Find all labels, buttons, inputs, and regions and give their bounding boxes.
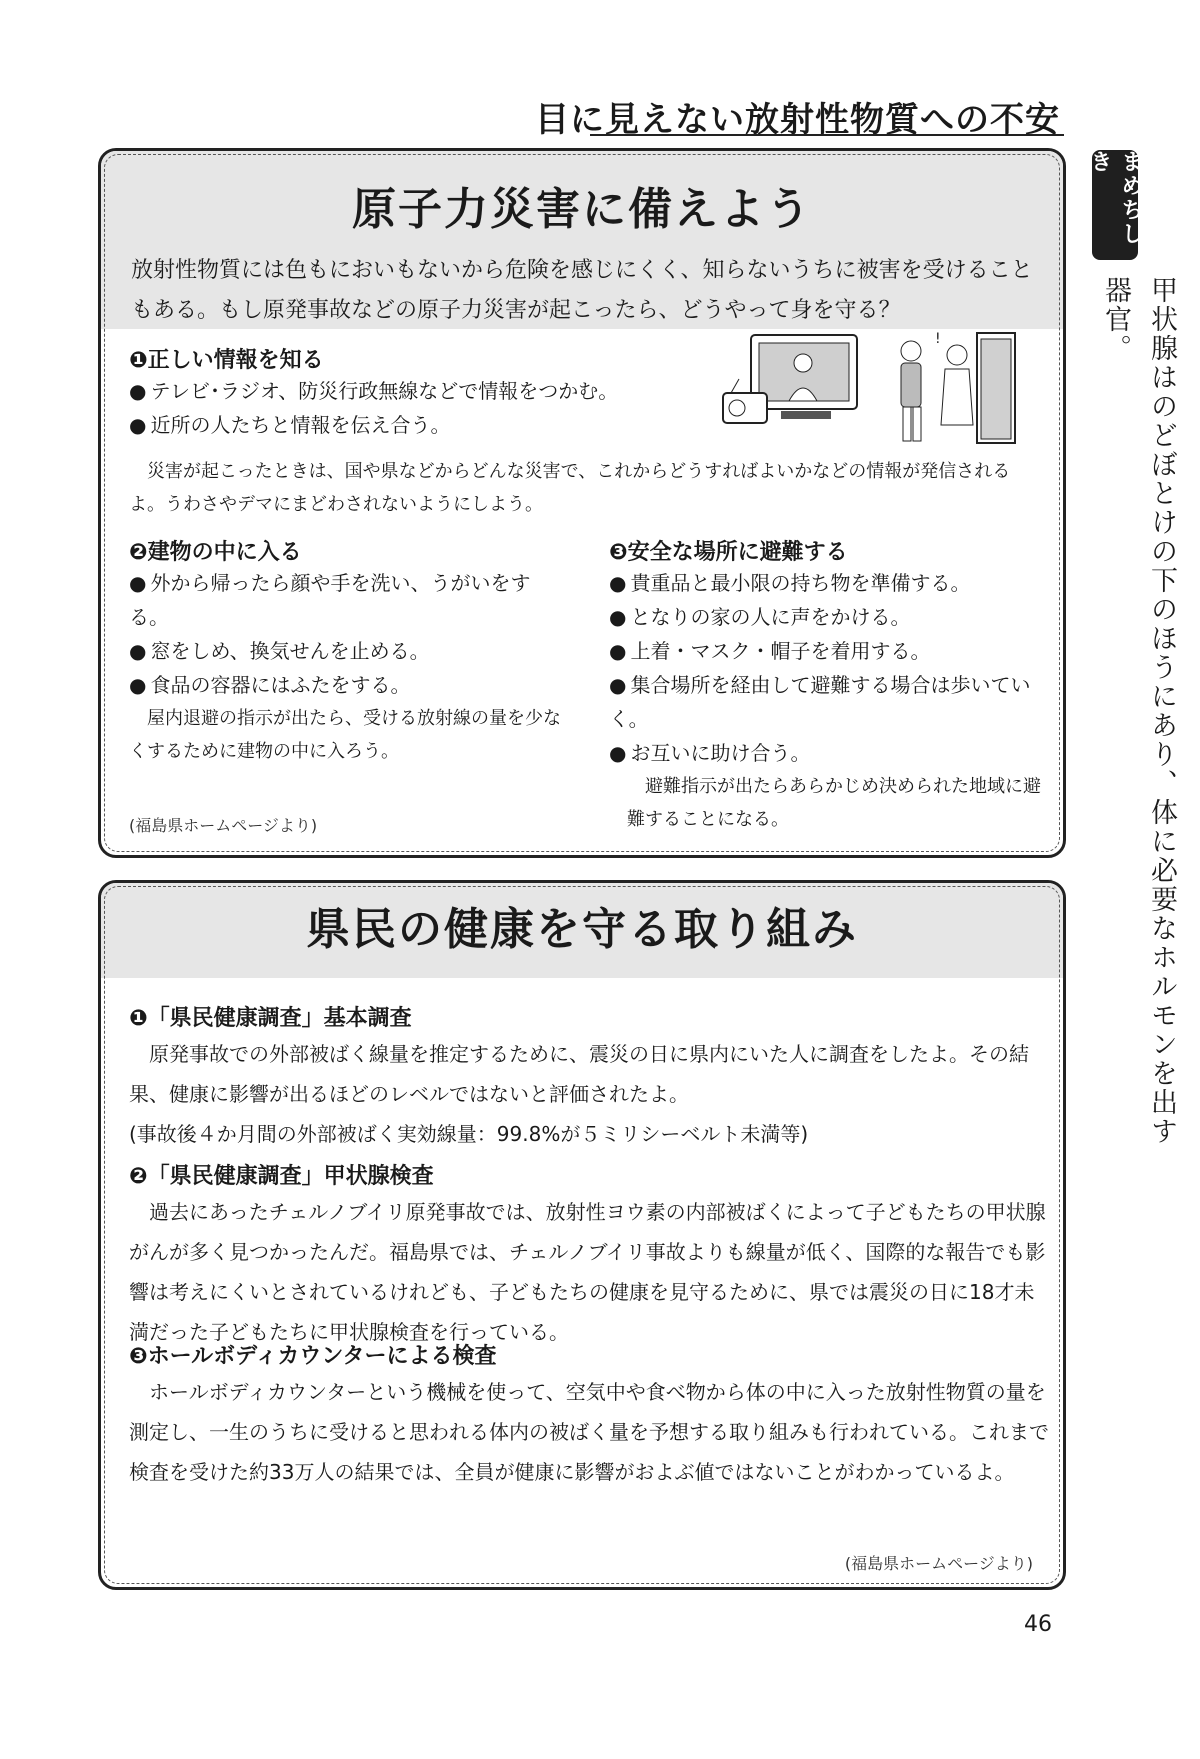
disaster-prep-box bbox=[98, 148, 1066, 858]
section-heading: ❸安全な場所に避難する bbox=[609, 540, 848, 565]
health-protection-box bbox=[98, 880, 1066, 1590]
box-intro: 放射性物質には色もにおいもないから危険を感じにくく、知らないうちに被害を受けることもある。もし原発事故などの原子力災害が起こったら、どうやって身を守る？ bbox=[131, 258, 1033, 323]
section-text: ホールボディカウンターという機械を使って、空気中や食べ物から体の中に入った放射性物質の量を測定し、一生のうちに受けると思われる体内の被ばく量を予想する取り組みも行われている。これまで検査を受けた約33万人の結果では、全員が健康に影響がおよぶ値ではないことがわかっているよ。 bbox=[129, 1380, 1049, 1484]
list-item: ● お互いに助け合う。 bbox=[609, 736, 1049, 770]
tv-radio-illustration bbox=[721, 331, 861, 441]
list-item: ● テレビ･ラジオ、防災行政無線などで情報をつかむ。 bbox=[129, 374, 729, 408]
chapter-title: 目に見えない放射性物質への不安 bbox=[535, 100, 1060, 140]
section-whole-body-counter bbox=[129, 1339, 1049, 1492]
sidebar-text: 甲状腺はのどぼとけの下のほうにあり、体に必要なホルモンを出す器官。 bbox=[1100, 276, 1177, 1146]
svg-text:!: ! bbox=[935, 331, 941, 347]
section-heading: ❸ホールボディカウンターによる検査 bbox=[129, 1344, 497, 1369]
list-item: ● 窓をしめ、換気せんを止める。 bbox=[129, 634, 569, 668]
list-item: ● 食品の容器にはふたをする。 bbox=[129, 668, 569, 702]
section-know-info bbox=[129, 343, 729, 442]
list-item: ● 集合場所を経由して避難する場合は歩いていく。 bbox=[609, 668, 1049, 736]
section-thyroid-exam bbox=[129, 1159, 1049, 1352]
chapter-title-rule bbox=[590, 134, 1064, 136]
section-heading: ❶正しい情報を知る bbox=[129, 348, 324, 373]
list-item: ● となりの家の人に声をかける。 bbox=[609, 600, 1049, 634]
section-evacuate bbox=[609, 535, 1049, 836]
section-heading: ❷建物の中に入る bbox=[129, 540, 302, 565]
section-heading: ❷「県民健康調査」甲状腺検査 bbox=[129, 1164, 434, 1189]
page-number: 46 bbox=[1024, 1612, 1052, 1637]
section-heading: ❶「県民健康調査」基本調査 bbox=[129, 1006, 412, 1031]
list-item: ● 外から帰ったら顔や手を洗い、うがいをする。 bbox=[129, 566, 569, 634]
box-title: 県民の健康を守る取り組み bbox=[306, 904, 858, 955]
section-text: 原発事故での外部被ばく線量を推定するために、震災の日に県内にいた人に調査をしたよ。その結果、健康に影響が出るほどのレベルではないと評価されたよ。 bbox=[129, 1042, 1029, 1106]
section-basic-survey bbox=[129, 1001, 1049, 1154]
box-title: 原子力災害に備えよう bbox=[352, 184, 812, 235]
section-enter-building bbox=[129, 535, 569, 768]
section-note: 災害が起こったときは、国や県などからどんな災害で、これからどうすればよいかなどの情報が発信されるよ。うわさやデマにまどわされないようにしよう。 bbox=[129, 461, 1011, 515]
sidebar bbox=[1087, 150, 1177, 1146]
section-note: 屋内退避の指示が出たら、受ける放射線の量を少なくするために建物の中に入ろう。 bbox=[129, 708, 561, 762]
section-text: 過去にあったチェルノブイリ原発事故では、放射性ヨウ素の内部被ばくによって子どもたちの甲状腺がんが多く見つかったんだ。福島県では、チェルノブイリ事故よりも線量が低く、国際的な報告でも影響は考えにくいとされているけれども、子どもたちの健康を見守るために、県では震災の日に18才未満だった子どもたちに甲状腺検査を行っている。 bbox=[129, 1200, 1046, 1344]
list-item: ● 貴重品と最小限の持ち物を準備する。 bbox=[609, 566, 1049, 600]
section-note: (事故後４か月間の外部被ばく実効線量：99.8%が５ミリシーベルト未満等) bbox=[129, 1122, 809, 1146]
health-header bbox=[101, 883, 1063, 978]
disaster-prep-header bbox=[101, 151, 1063, 329]
section-note: 避難指示が出たらあらかじめ決められた地域に避難することになる。 bbox=[627, 776, 1041, 830]
source-credit: (福島県ホームページより) bbox=[129, 816, 318, 835]
neighbors-illustration bbox=[891, 329, 1021, 447]
list-item: ● 上着・マスク・帽子を着用する。 bbox=[609, 634, 1049, 668]
list-item: ● 近所の人たちと情報を伝え合う。 bbox=[129, 408, 729, 442]
sidebar-tag: まめちしき bbox=[1092, 150, 1138, 260]
source-credit: (福島県ホームページより) bbox=[844, 1554, 1033, 1573]
